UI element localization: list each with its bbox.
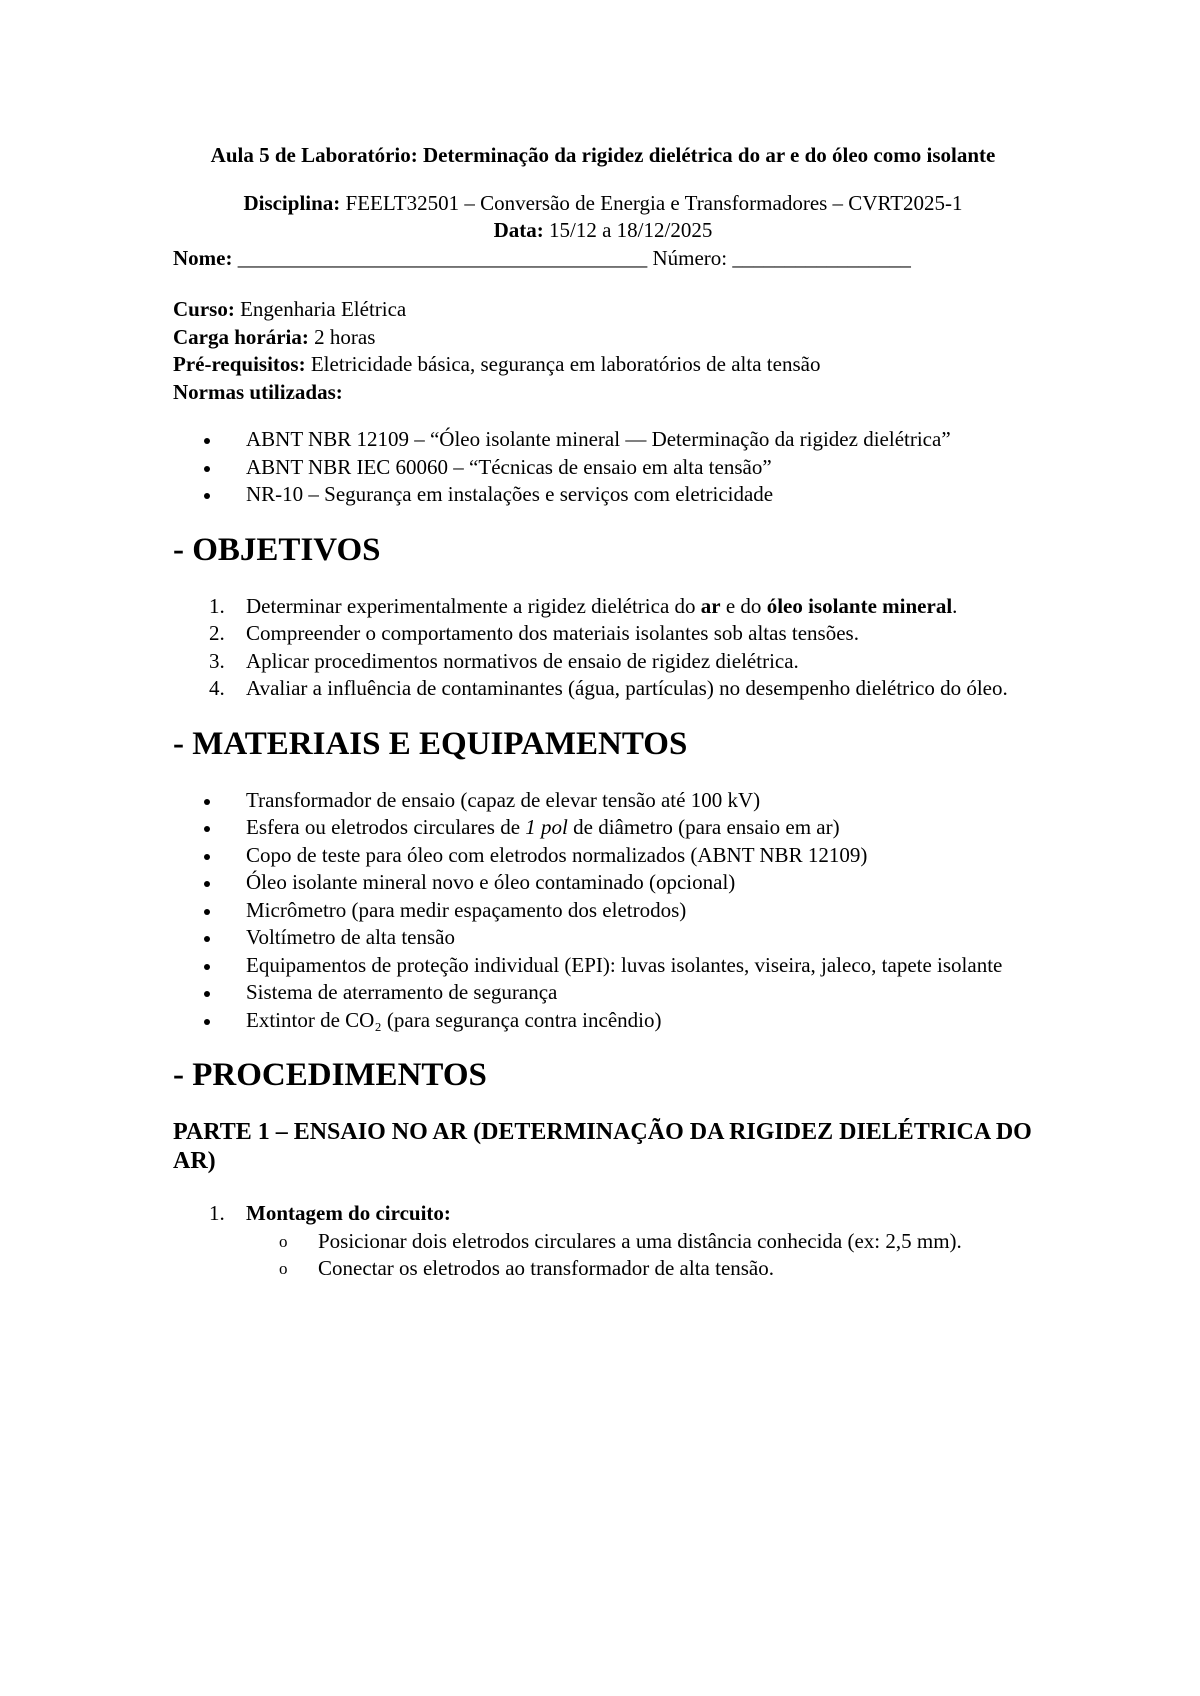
curso-line	[173, 296, 1033, 324]
list-item: 3. Aplicar procedimentos normativos de ensaio de rigidez dielétrica.	[209, 648, 799, 673]
nome-line	[173, 245, 1033, 273]
step1-sublist	[173, 1228, 1033, 1283]
bullet-icon	[204, 799, 210, 805]
list-item: 1. Determinar experimentalmente a rigidez dielétrica do ar e do óleo isolante mineral.	[209, 593, 958, 618]
carga-label: Carga horária:	[173, 324, 309, 349]
prereq-label: Pré-requisitos:	[173, 352, 306, 376]
list-item: Esfera ou eletrodos circulares de 1 pol de diâmetro (para ensaio em ar)	[173, 814, 1033, 842]
list-item: o Posicionar dois eletrodos circulares a uma distância conhecida (ex: 2,5 mm).	[173, 1228, 1033, 1256]
circle-bullet-icon: o	[279, 1231, 288, 1251]
prereq-line	[173, 351, 1033, 379]
bullet-icon	[204, 991, 210, 997]
list-item: ABNT NBR 12109 – “Óleo isolante mineral — Determinação da rigidez dielétrica”	[173, 426, 1033, 454]
list-item: Extintor de CO₂ (para segurança contra incêndio)	[173, 1007, 1033, 1035]
prereq-value: Eletricidade básica, segurança em laboratórios de alta tensão	[310, 352, 821, 376]
list-item: 2. Compreender o comportamento dos materiais isolantes sob altas tensões.	[209, 621, 859, 645]
parte1-heading: PARTE 1 – ENSAIO NO AR (DETERMINAÇÃO DA RIGIDEZ DIELÉTRICA DO AR)	[173, 1119, 1032, 1174]
data-value: 15/12 a 18/12/2025	[549, 218, 713, 242]
data-label: Data:	[493, 218, 544, 242]
list-item: Micrômetro (para medir espaçamento dos eletrodos)	[173, 897, 1033, 925]
list-item: ABNT NBR IEC 60060 – “Técnicas de ensaio em alta tensão”	[173, 454, 1033, 482]
bullet-icon	[204, 1019, 210, 1025]
list-item: Equipamentos de proteção individual (EPI): luvas isolantes, viseira, jaleco, tapete isolante	[173, 952, 1033, 980]
section-heading-procedimentos: - PROCEDIMENTOS	[173, 1057, 487, 1093]
objetivos-list	[173, 593, 1033, 703]
normas-list	[173, 426, 1033, 509]
materiais-list	[173, 787, 1033, 1035]
curso-value: Engenharia Elétrica	[240, 297, 407, 321]
list-item: Óleo isolante mineral novo e óleo contaminado (opcional)	[173, 869, 1033, 897]
document-title: Aula 5 de Laboratório: Determinação da rigidez dielétrica do ar e do óleo como isolante	[210, 143, 996, 167]
carga-value: 2 horas	[314, 324, 376, 349]
bullet-icon	[204, 466, 210, 472]
list-item: 1. Montagem do circuito:	[209, 1201, 451, 1225]
bullet-icon	[204, 936, 210, 942]
carga-line	[173, 324, 1033, 352]
bullet-icon	[204, 909, 210, 915]
list-item: Transformador de ensaio (capaz de elevar tensão até 100 kV)	[173, 787, 1033, 815]
list-item: 4. Avaliar a influência de contaminantes (água, partículas) no desempenho dielétrico do óleo.	[209, 676, 1008, 700]
document-body	[173, 142, 1033, 1283]
nome-label: Nome:	[173, 245, 233, 270]
disciplina-value: FEELT32501 – Conversão de Energia e Transformadores – CVRT2025-1	[345, 190, 963, 215]
normas-label: Normas utilizadas:	[173, 379, 343, 404]
disciplina-line	[173, 190, 1033, 218]
bullet-icon	[204, 438, 210, 444]
circle-bullet-icon: o	[279, 1259, 288, 1278]
list-item: o Conectar os eletrodos ao transformador de alta tensão.	[173, 1255, 1033, 1283]
bullet-icon	[204, 881, 210, 887]
bullet-icon	[204, 854, 210, 860]
numero-label: Número:	[652, 245, 728, 270]
data-line	[173, 217, 1033, 245]
normas-line	[173, 379, 1033, 407]
numero-blank[interactable]: _________________	[732, 245, 911, 270]
curso-label: Curso:	[173, 297, 235, 321]
section-heading-objetivos: - OBJETIVOS	[173, 531, 381, 568]
list-item: Sistema de aterramento de segurança	[173, 979, 1033, 1007]
procedimentos-list	[173, 1200, 1033, 1228]
bullet-icon	[204, 493, 210, 499]
nome-blank[interactable]: _______________________________________	[237, 245, 648, 270]
list-item: Copo de teste para óleo com eletrodos normalizados (ABNT NBR 12109)	[173, 842, 1033, 870]
disciplina-label: Disciplina:	[243, 190, 341, 215]
list-item: Voltímetro de alta tensão	[173, 924, 1033, 952]
bullet-icon	[204, 964, 210, 970]
bullet-icon	[204, 826, 210, 832]
list-item: NR-10 – Segurança em instalações e serviços com eletricidade	[173, 481, 1033, 509]
section-heading-materiais: - MATERIAIS E EQUIPAMENTOS	[173, 725, 688, 762]
